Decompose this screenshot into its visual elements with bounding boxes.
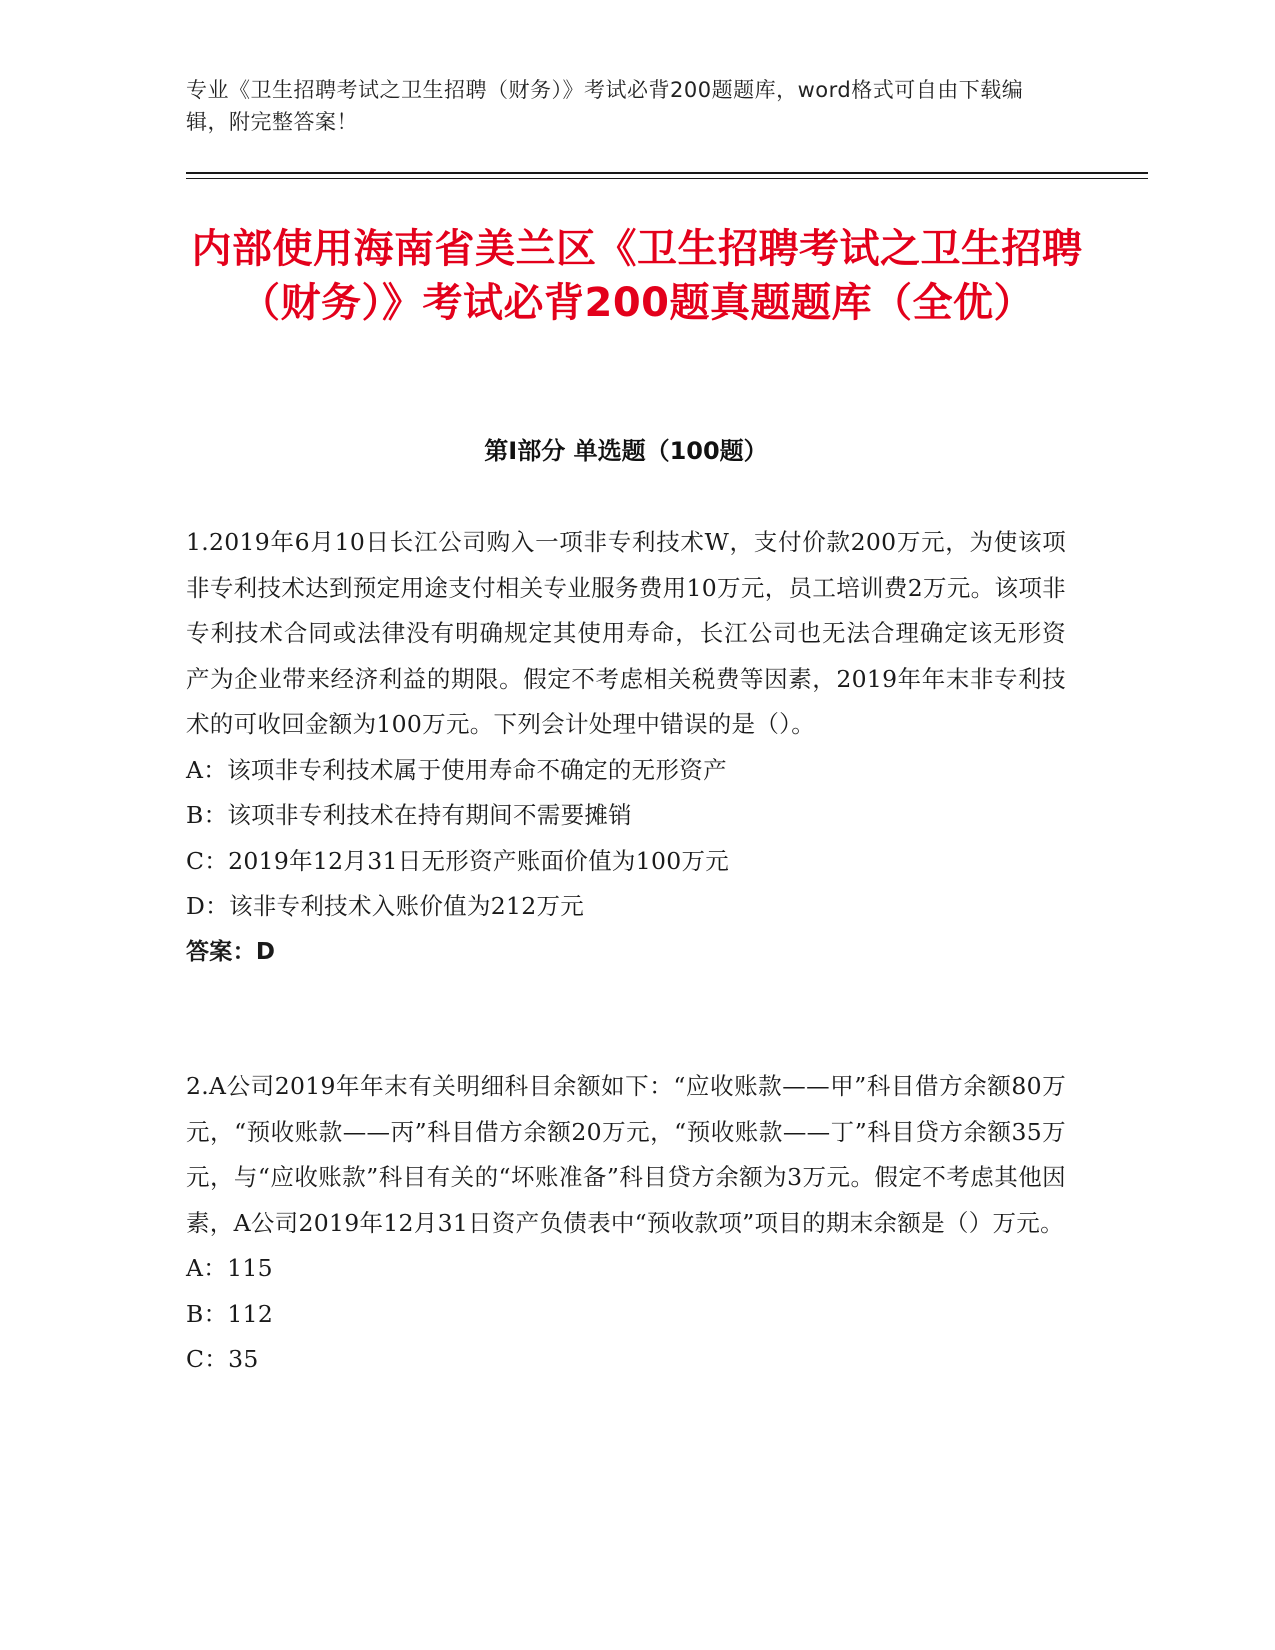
- document-title: 内部使用海南省美兰区《卫生招聘考试之卫生招聘（财务）》考试必背200题真题题库（全优）: [191, 226, 1083, 326]
- option-b: B：112: [186, 1299, 274, 1328]
- option-d: D：该非专利技术入账价值为212万元: [186, 892, 585, 920]
- option-b: B：该项非专利技术在持有期间不需要摊销: [186, 801, 632, 829]
- option-c: C：35: [186, 1345, 259, 1373]
- question-2: [186, 1064, 1066, 1383]
- option-c: C：2019年12月31日无形资产账面价值为100万元: [186, 846, 730, 875]
- question-stem: 2.A公司2019年年末有关明细科目余额如下：“应收账款——甲”科目借方余额80万元，“预收账款——丙”科目借方余额20万元，“预收账款——丁”科目贷方余额35万元，与“应收账款”科目有关的“坏账准备”科目贷方余额为3万元。假定不考虑其他因素，A公司2019年12月31日资产负债表中“预收款项”项目的期末余额是（）万元。: [186, 1072, 1066, 1237]
- question-1: [186, 520, 1066, 975]
- header-note: 专业《卫生招聘考试之卫生招聘（财务）》考试必背200题题库，word格式可自由下载编辑，附完整答案！: [186, 78, 1024, 134]
- option-a: A：该项非专利技术属于使用寿命不确定的无形资产: [186, 755, 727, 784]
- option-a: A：115: [186, 1254, 273, 1282]
- header-divider-thin: [186, 178, 1148, 179]
- header-divider-thick: [186, 172, 1148, 174]
- section-title: 第I部分 单选题（100题）: [484, 437, 768, 465]
- answer-label: 答案：D: [186, 938, 276, 965]
- question-stem: 1.2019年6月10日长江公司购入一项非专利技术W，支付价款200万元，为使该项非专利技术达到预定用途支付相关专业服务费用10万元，员工培训费2万元。该项非专利技术合同或法律没有明确规定其使用寿命，长江公司也无法合理确定该无形资产为企业带来经济利益的期限。假定不考虑相关税费等因素，2019年年末非专利技术的可收回金额为100万元。下列会计处理中错误的是（）。: [186, 528, 1066, 738]
